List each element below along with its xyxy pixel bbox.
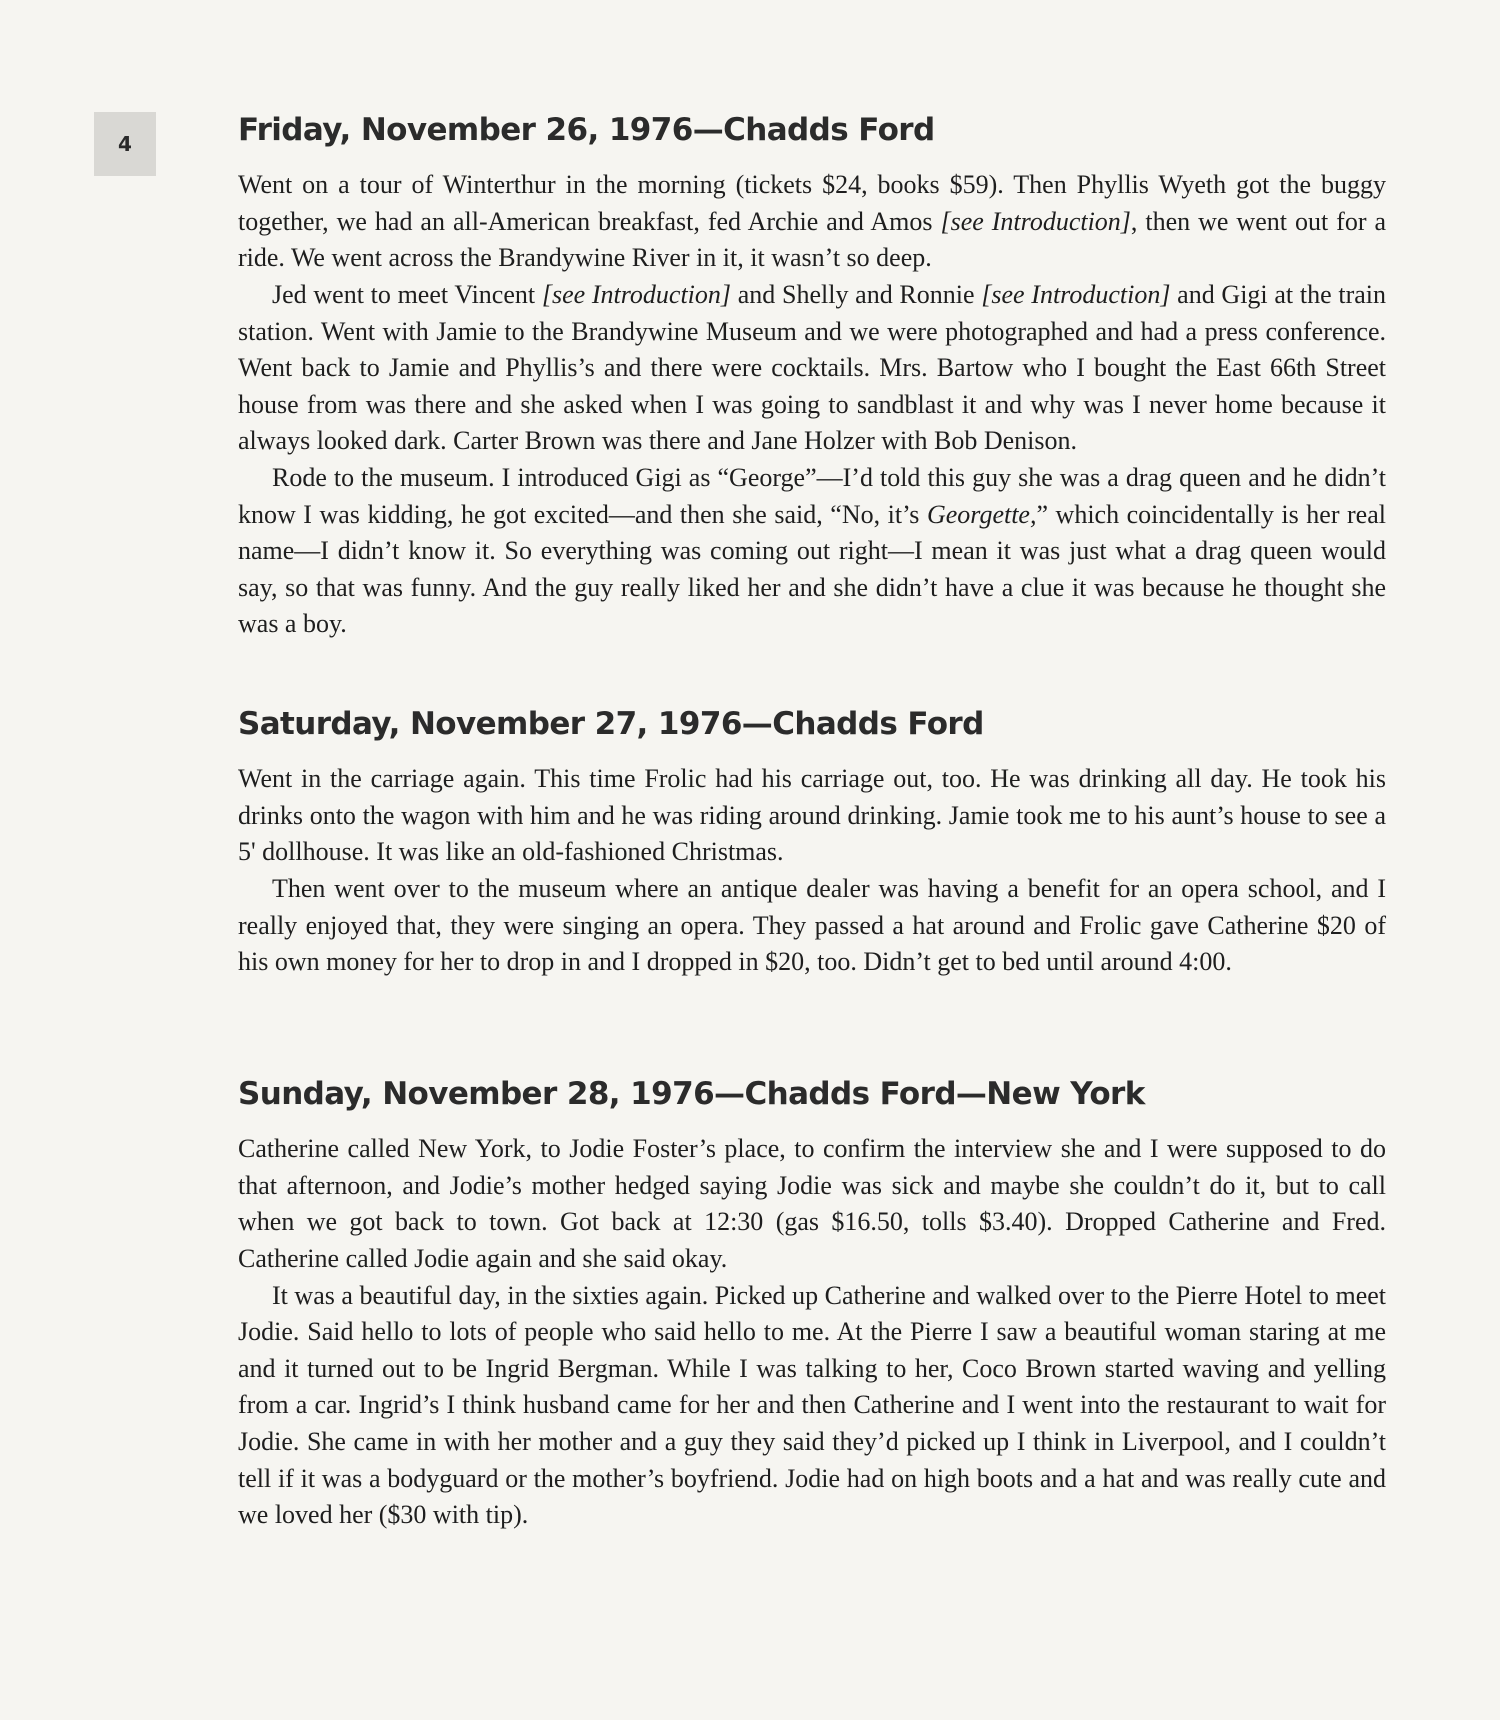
entry-paragraph: Rode to the museum. I introduced Gigi as “George”—I’d told this guy she was a drag queen and he didn’t know I was kidding, he got excited—and then she said, “No, it’s Georgette,” which coincidentally is her real name—I didn’t know it. So everything was coming out right—I mean it was just what a drag queen would say, so that was funny. And the guy really liked her and she didn’t have a clue it was because he thought she was a boy. [238,462,1386,639]
entry-paragraph: Went on a tour of Winterthur in the morning (tickets $24, books $59). Then Phyllis Wyeth got the buggy together, we had an all-American breakfast, fed Archie and Amos [see Introduction], then we went out for a ride. We went across the Brandywine River in it, it wasn’t so deep. [238,170,1386,273]
entry-paragraph: It was a beautiful day, in the sixties again. Picked up Catherine and walked over to the Pierre Hotel to meet Jodie. Said hello to lots of people who said hello to me. At the Pierre I saw a beautiful woman staring at me and it turned out to be Ingrid Bergman. While I was talking to her, Coco Brown started waving and yelling from a car. Ingrid’s I think husband came for her and then Catherine and I went into the restaurant to wait for Jodie. She came in with her mother and a guy they said they’d picked up I think in Liverpool, and I couldn’t tell if it was a bodyguard or the mother’s boyfriend. Jodie had on high boots and a hat and was really cute and we loved her ($30 with tip). [238,1280,1386,1530]
entry-heading: Saturday, November 27, 1976—Chadds Ford [238,706,984,742]
entry-heading: Friday, November 26, 1976—Chadds Ford [238,112,935,148]
page-number-box [94,112,156,176]
entry-heading: Sunday, November 28, 1976—Chadds Ford—New York [238,1076,1145,1112]
page-number: 4 [118,132,132,156]
entry-paragraph: Jed went to meet Vincent [see Introduction] and Shelly and Ronnie [see Introduction] and Gigi at the train station. Went with Jamie to the Brandywine Museum and we were photographed and had a press conference. Went back to Jamie and Phyllis’s and there were cocktails. Mrs. Bartow who I bought the East 66th Street house from was there and she asked when I was going to sandblast it and why was I never home because it always looked dark. Carter Brown was there and Jane Holzer with Bob Denison. [238,279,1386,456]
diary-entry-nov-27 [238,706,1386,981]
diary-entry-nov-28 [238,1076,1386,1534]
entry-paragraph: Went in the carriage again. This time Frolic had his carriage out, too. He was drinking all day. He took his drinks onto the wagon with him and he was riding around drinking. Jamie took me to his aunt’s house to see a 5' dollhouse. It was like an old-fashioned Christmas. [238,764,1386,867]
entry-paragraph: Catherine called New York, to Jodie Foster’s place, to confirm the interview she and I were supposed to do that afternoon, and Jodie’s mother hedged saying Jodie was sick and maybe she couldn’t do it, but to call when we got back to town. Got back at 12:30 (gas $16.50, tolls $3.40). Dropped Catherine and Fred. Catherine called Jodie again and she said okay. [238,1134,1386,1273]
entry-paragraph: Then went over to the museum where an antique dealer was having a benefit for an opera school, and I really enjoyed that, they were singing an opera. They passed a hat around and Frolic gave Catherine $20 of his own money for her to drop in and I dropped in $20, too. Didn’t get to bed until around 4:00. [238,873,1386,977]
diary-entry-nov-26 [238,112,1386,643]
